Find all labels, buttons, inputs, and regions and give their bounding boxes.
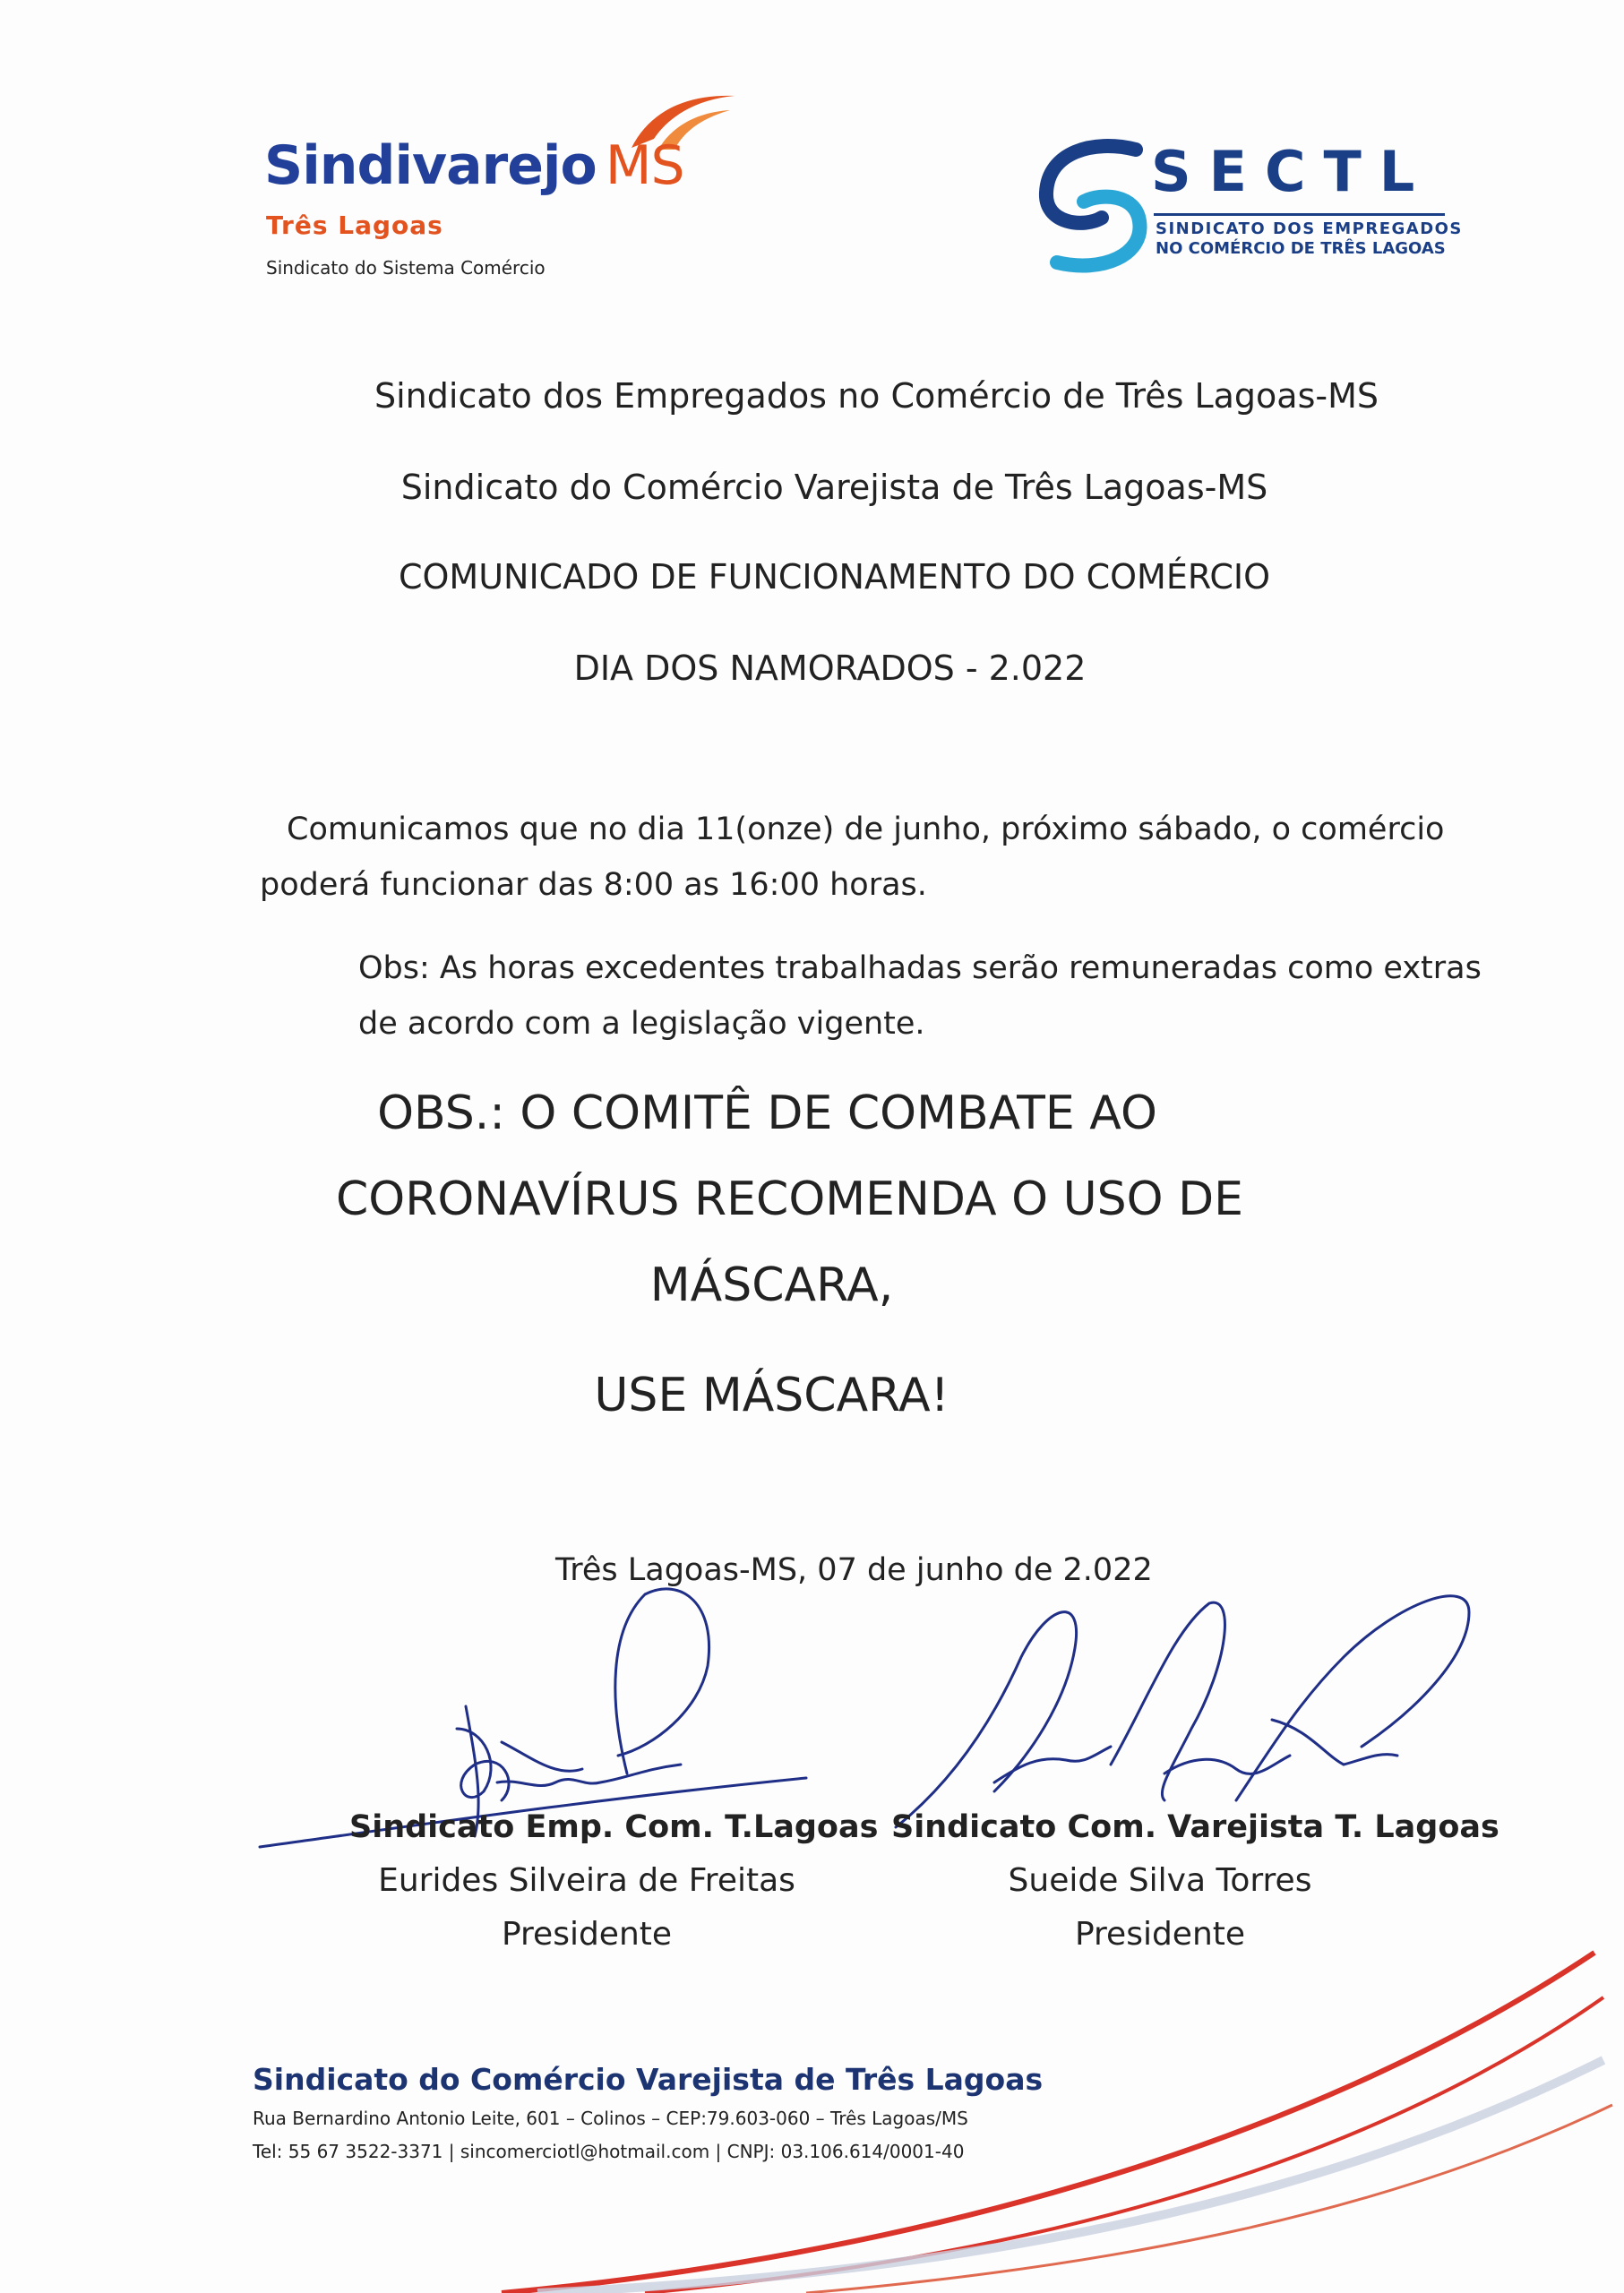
notice-paragraph-line1: Comunicamos que no dia 11(onze) de junho, próximo sábado, o comércio: [287, 812, 1445, 847]
signature-block-retail: [891, 1800, 1499, 1962]
sectl-subtitle-line1: SINDICATO DOS EMPREGADOS: [1156, 219, 1463, 238]
overtime-note-line2: de acordo com a legislação vigente.: [358, 1006, 925, 1042]
mask-notice-line1: OBS.: O COMITÊ DE COMBATE AO: [377, 1086, 1157, 1140]
heading-event: DIA DOS NAMORADOS - 2.022: [573, 648, 1087, 688]
signature-right: [896, 1596, 1469, 1827]
sectl-logo: [1030, 139, 1463, 282]
signature-name: Sueide Silva Torres: [1008, 1862, 1312, 1899]
signature-role: Presidente: [1074, 1916, 1246, 1953]
logo-brand-suffix: MS: [605, 134, 684, 197]
footer-address: Rua Bernardino Antonio Leite, 601 – Colinos – CEP:79.603-060 – Três Lagoas/MS: [253, 2108, 968, 2129]
overtime-note-line1: Obs: As horas excedentes trabalhadas serão remuneradas como extras: [358, 950, 1482, 986]
signature-block-employees: [349, 1800, 879, 1962]
heading-communique-title: COMUNICADO DE FUNCIONAMENTO DO COMÉRCIO: [398, 557, 1271, 597]
sectl-subtitle-line2: NO COMÉRCIO DE TRÊS LAGOAS: [1156, 239, 1446, 258]
sindivarejo-logo: [264, 85, 766, 300]
mask-notice-line2: CORONAVÍRUS RECOMENDA O USO DE: [335, 1172, 1244, 1226]
heading-union-retail: Sindicato do Comércio Varejista de Três Lagoas-MS: [400, 468, 1268, 507]
logo-brand-name: Sindivarejo: [264, 134, 597, 197]
logo-tagline: Sindicato do Sistema Comércio: [266, 257, 546, 279]
mask-notice-line3: MÁSCARA,: [649, 1258, 894, 1312]
footer-title: Sindicato do Comércio Varejista de Três Lagoas: [253, 2062, 1044, 2097]
mask-callout: USE MÁSCARA!: [594, 1369, 949, 1422]
heading-union-employees: Sindicato dos Empregados no Comércio de Três Lagoas-MS: [374, 376, 1379, 416]
sectl-divider: [1154, 213, 1445, 216]
signature-org: Sindicato Com. Varejista T. Lagoas: [891, 1809, 1499, 1845]
footer-contacts: Tel: 55 67 3522-3371 | sincomerciotl@hotmail.com | CNPJ: 03.106.614/0001-40: [253, 2141, 965, 2162]
sectl-acronym: SECTL: [1151, 139, 1433, 204]
signature-name: Eurides Silveira de Freitas: [378, 1862, 795, 1899]
notice-paragraph-line2: poderá funcionar das 8:00 as 16:00 horas.: [260, 867, 927, 903]
sectl-emblem-icon: [1030, 139, 1156, 273]
logo-brand-text: [264, 134, 684, 197]
signature-org: Sindicato Emp. Com. T.Lagoas: [349, 1809, 879, 1845]
signature-role: Presidente: [501, 1916, 673, 1953]
document-date: Três Lagoas-MS, 07 de junho de 2.022: [555, 1552, 1153, 1588]
logo-city: Três Lagoas: [266, 210, 443, 240]
sectl-subtitle: [1156, 219, 1463, 259]
